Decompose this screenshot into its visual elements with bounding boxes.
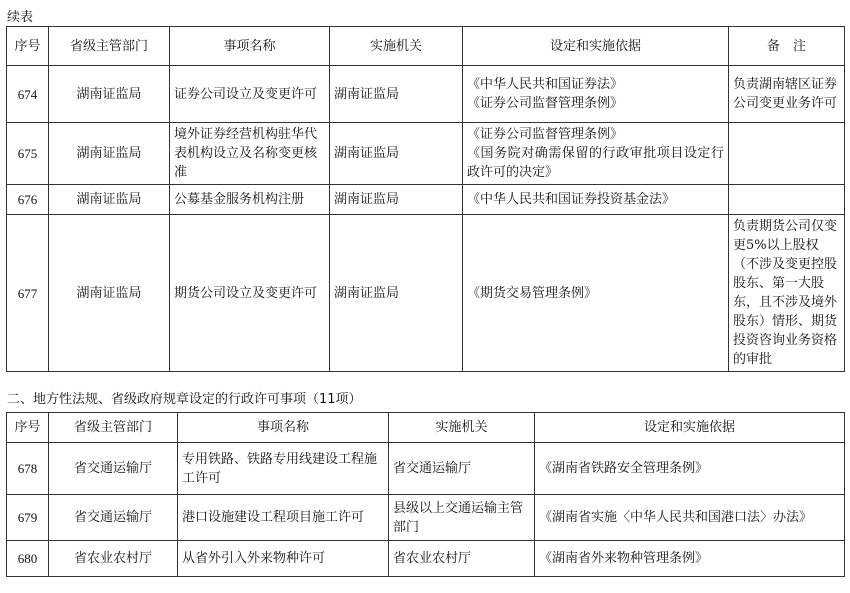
row-dept: 湖南证监局	[49, 185, 170, 215]
row-item: 专用铁路、铁路专用线建设工程施工许可	[178, 443, 389, 495]
table-row	[7, 185, 845, 215]
col-header-basis: 设定和实施依据	[535, 413, 845, 443]
permit-table-continued	[6, 26, 845, 372]
section-title: 二、地方性法规、省级政府规章设定的行政许可事项（11项）	[7, 392, 362, 407]
row-number: 678	[7, 443, 49, 495]
col-header-note: 备 注	[729, 27, 845, 66]
row-agency: 湖南证监局	[330, 215, 463, 372]
row-dept: 湖南证监局	[49, 123, 170, 185]
row-number: 677	[7, 215, 49, 372]
col-header-agency: 实施机关	[389, 413, 535, 443]
row-item: 境外证券经营机构驻华代表机构设立及名称变更核准	[170, 123, 330, 185]
col-header-item: 事项名称	[170, 27, 330, 66]
row-dept: 省农业农村厅	[49, 541, 178, 577]
table-caption: 续表	[7, 10, 34, 25]
table-row	[7, 541, 845, 577]
row-number: 675	[7, 123, 49, 185]
col-header-dept: 省级主管部门	[49, 413, 178, 443]
row-basis	[463, 123, 729, 185]
basis-line: 《期货交易管理条例》	[467, 285, 598, 301]
row-number: 680	[7, 541, 49, 577]
row-note	[729, 185, 845, 215]
row-basis	[463, 185, 729, 215]
row-dept: 湖南证监局	[49, 66, 170, 123]
basis-line: 《证券公司监督管理条例》	[467, 96, 624, 111]
table-row	[7, 123, 845, 185]
row-dept: 省交通运输厅	[49, 495, 178, 541]
table-row	[7, 215, 845, 372]
table-header-row	[7, 27, 845, 66]
basis-line: 《国务院对确需保留的行政审批项目设定行政许可的决定》	[467, 146, 724, 180]
table-header-row	[7, 413, 845, 443]
col-header-basis: 设定和实施依据	[463, 27, 729, 66]
col-header-no: 序号	[7, 27, 49, 66]
row-agency: 湖南证监局	[330, 66, 463, 123]
col-header-item: 事项名称	[178, 413, 389, 443]
row-basis: 《湖南省实施〈中华人民共和国港口法〉办法》	[535, 495, 845, 541]
row-agency: 湖南证监局	[330, 185, 463, 215]
table-row	[7, 495, 845, 541]
row-item: 港口设施建设工程项目施工许可	[178, 495, 389, 541]
row-dept: 湖南证监局	[49, 215, 170, 372]
row-item: 证券公司设立及变更许可	[170, 66, 330, 123]
row-note: 负责湖南辖区证券公司变更业务许可	[729, 66, 845, 123]
row-item: 期货公司设立及变更许可	[170, 215, 330, 372]
basis-line: 《中华人民共和国证券法》	[467, 77, 624, 92]
row-note	[729, 123, 845, 185]
basis-line: 《中华人民共和国证券投资基金法》	[467, 192, 676, 207]
table-row	[7, 443, 845, 495]
row-basis	[463, 66, 729, 123]
table-row	[7, 66, 845, 123]
row-basis: 《湖南省外来物种管理条例》	[535, 541, 845, 577]
row-number: 676	[7, 185, 49, 215]
row-agency: 县级以上交通运输主管部门	[389, 495, 535, 541]
col-header-dept: 省级主管部门	[49, 27, 170, 66]
row-basis: 《湖南省铁路安全管理条例》	[535, 443, 845, 495]
row-number: 679	[7, 495, 49, 541]
col-header-agency: 实施机关	[330, 27, 463, 66]
row-note: 负责期货公司仅变更5%以上股权（不涉及变更控股股东、第一大股东，且不涉及境外股东）情形、期货投资咨询业务资格的审批	[729, 215, 845, 372]
basis-line: 《证券公司监督管理条例》	[467, 127, 624, 142]
row-agency: 湖南证监局	[330, 123, 463, 185]
row-agency: 省农业农村厅	[389, 541, 535, 577]
row-item: 从省外引入外来物种许可	[178, 541, 389, 577]
local-permit-table	[6, 412, 845, 577]
row-basis	[463, 215, 729, 372]
col-header-no: 序号	[7, 413, 49, 443]
row-agency: 省交通运输厅	[389, 443, 535, 495]
row-number: 674	[7, 66, 49, 123]
row-item: 公募基金服务机构注册	[170, 185, 330, 215]
row-dept: 省交通运输厅	[49, 443, 178, 495]
